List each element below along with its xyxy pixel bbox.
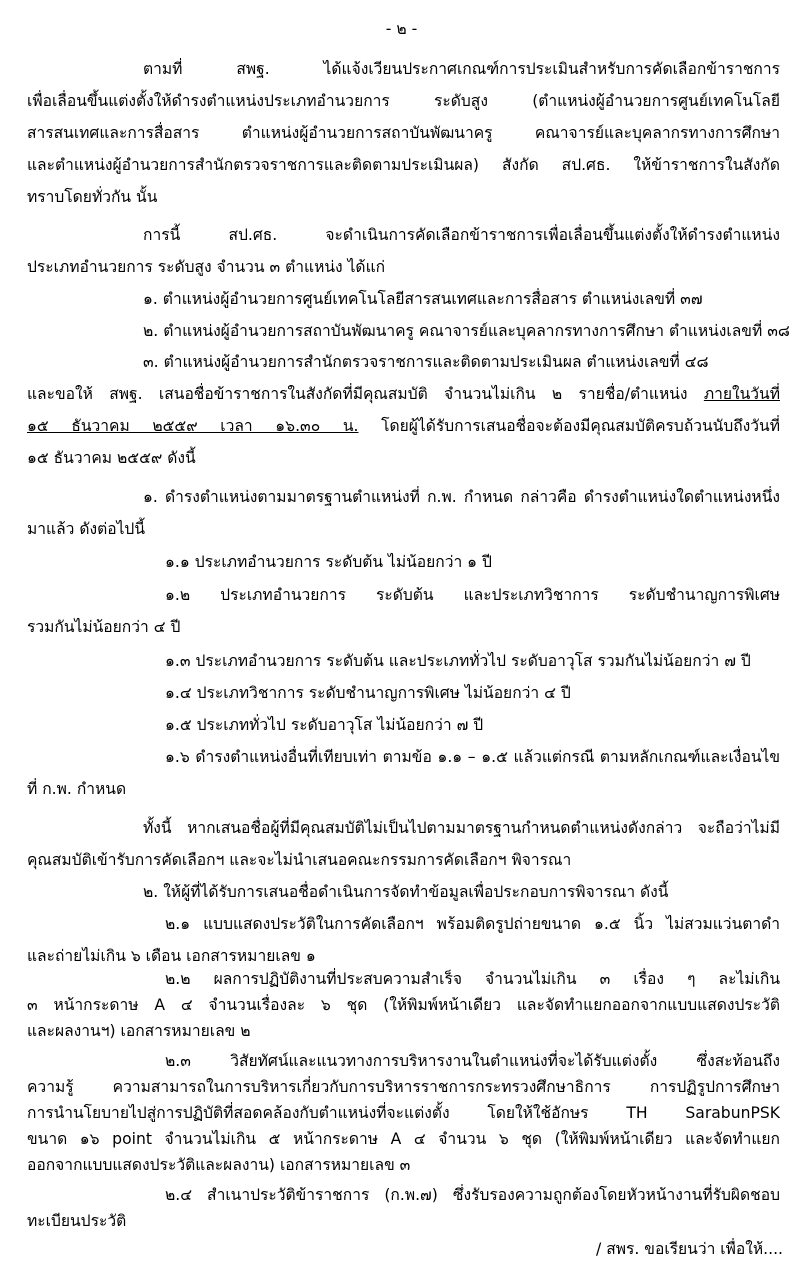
position-item-3: ๓. ตำแหน่งผู้อำนวยการสำนักตรวจราชการและติดตามประเมินผล ตำแหน่งเลขที่ ๔๘ (143, 353, 709, 371)
item-2: ๒. ให้ผู้ที่ได้รับการเสนอชื่อดำเนินการจัดทำข้อมูลเพื่อประกอบการพิจารณา ดังนี้ (143, 883, 669, 901)
para3-line-1 (27, 383, 780, 409)
sub-item-1-5: ๑.๕ ประเภททั่วไป ระดับอาวุโส ไม่น้อยกว่า ๗ ปี (165, 716, 484, 734)
para3-text-2: โดยผู้ได้รับการเสนอชื่อจะต้องมีคุณสมบัติครบถ้วนนับถึงวันที่ (358, 417, 780, 435)
sub-item-2-3-line-1: ๒.๓ วิสัยทัศน์และแนวทางการบริหารงานในตำแหน่งที่จะได้รับแต่งตั้ง ซึ่งสะท้อนถึง (165, 1052, 780, 1070)
sub-item-2-2-line-2: ๓ หน้ากระดาษ A ๔ จำนวนเรื่องละ ๖ ชุด (ให้พิมพ์หน้าเดียว และจัดทำแยกออกจากแบบแสดงประวัติ (27, 996, 780, 1014)
sub-item-2-3-line-5: ออกจากแบบแสดงประวัติและผลงาน) เอกสารหมายเลข ๓ (27, 1156, 411, 1174)
para3-text: และขอให้ สพฐ. เสนอชื่อข้าราชการในสังกัดที่มีคุณสมบัติ จำนวนไม่เกิน ๒ รายชื่อ/ตำแหน่ง (27, 385, 704, 403)
continuation-note: / สพร. ขอเรียนว่า เพื่อให้.... (596, 1240, 783, 1258)
para3-line-3: ๑๕ ธันวาคม ๒๕๕๙ ดังนี้ (27, 449, 196, 467)
deadline-underlined-2: ๑๕ ธันวาคม ๒๕๕๙ เวลา ๑๖.๓๐ น. (27, 417, 359, 435)
para1-line-2: เพื่อเลื่อนขึ้นแต่งตั้งให้ดำรงตำแหน่งประเภทอำนวยการ ระดับสูง (ตำแหน่งผู้อำนวยการศูนย์เทคโนโลยี (27, 92, 780, 110)
position-item-2: ๒. ตำแหน่งผู้อำนวยการสถาบันพัฒนาครู คณาจารย์และบุคลากรทางการศึกษา ตำแหน่งเลขที่ ๓๘ (143, 322, 790, 340)
sub-item-2-2-line-1: ๒.๒ ผลการปฏิบัติงานที่ประสบความสำเร็จ จำนวนไม่เกิน ๓ เรื่อง ๆ ละไม่เกิน (165, 970, 780, 988)
para2-line-1: การนี้ สป.ศธ. จะดำเนินการคัดเลือกข้าราชการเพื่อเลื่อนขึ้นแต่งตั้งให้ดำรงตำแหน่ง (143, 226, 780, 244)
para1-line-4: และตำแหน่งผู้อำนวยการสำนักตรวจราชการและติดตามประเมินผล) สังกัด สป.ศธ. ให้ข้าราชการในสังกัด (27, 156, 780, 174)
sub-item-2-1-line-2: และถ่ายไม่เกิน ๖ เดือน เอกสารหมายเลข ๑ (27, 947, 316, 965)
para1-line-3: สารสนเทศและการสื่อสาร ตำแหน่งผู้อำนวยการสถาบันพัฒนาครู คณาจารย์และบุคลากรทางการศึกษา (27, 124, 780, 142)
sub-item-1-6-line-1: ๑.๖ ดำรงตำแหน่งอื่นที่เทียบเท่า ตามข้อ ๑.๑ – ๑.๕ แล้วแต่กรณี ตามหลักเกณฑ์และเงื่อนไข (165, 748, 780, 766)
sub-item-2-2-line-3: และผลงานฯ) เอกสารหมายเลข ๒ (27, 1022, 251, 1040)
para1-line-5: ทราบโดยทั่วกัน นั้น (27, 188, 158, 206)
para2-line-2: ประเภทอำนวยการ ระดับสูง จำนวน ๓ ตำแหน่ง ได้แก่ (27, 258, 386, 276)
sub-item-1-3: ๑.๓ ประเภทอำนวยการ ระดับต้น และประเภททั่วไป ระดับอาวุโส รวมกันไม่น้อยกว่า ๗ ปี (165, 652, 751, 670)
sub-item-2-3-line-2: ความรู้ ความสามารถในการบริหารเกี่ยวกับการบริหารราชการกระทรวงศึกษาธิการ การปฏิรูปการศึกษา (27, 1078, 780, 1096)
sub-item-1-6-line-2: ที่ ก.พ. กำหนด (27, 780, 127, 798)
deadline-underlined-1: ภายในวันที่ (703, 385, 780, 403)
sub-item-1-4: ๑.๔ ประเภทวิชาการ ระดับชำนาญการพิเศษ ไม่น้อยกว่า ๔ ปี (165, 684, 571, 702)
page-number: - ๒ - (385, 20, 418, 38)
para1-line-1: ตามที่ สพฐ. ได้แจ้งเวียนประกาศเกณฑ์การประเมินสำหรับการคัดเลือกข้าราชการ (143, 60, 780, 78)
note-line-1: ทั้งนี้ หากเสนอชื่อผู้ที่มีคุณสมบัติไม่เป็นไปตามมาตรฐานกำหนดตำแหน่งดังกล่าว จะถือว่าไม่มี (143, 819, 780, 837)
sub-item-2-4-line-1: ๒.๔ สำเนาประวัติข้าราชการ (ก.พ.๗) ซึ่งรับรองความถูกต้องโดยหัวหน้างานที่รับผิดชอบ (165, 1186, 780, 1204)
sub-item-2-4-line-2: ทะเบียนประวัติ (27, 1212, 127, 1230)
position-item-1: ๑. ตำแหน่งผู้อำนวยการศูนย์เทคโนโลยีสารสนเทศและการสื่อสาร ตำแหน่งเลขที่ ๓๗ (143, 290, 703, 308)
sub-item-2-1-line-1: ๒.๑ แบบแสดงประวัติในการคัดเลือกฯ พร้อมติดรูปถ่ายขนาด ๑.๕ นิ้ว ไม่สวมแว่นตาดำ (165, 915, 780, 933)
sub-item-1-2-line-2: รวมกันไม่น้อยกว่า ๔ ปี (27, 618, 181, 636)
qualification-1-line-2: มาแล้ว ดังต่อไปนี้ (27, 520, 145, 538)
sub-item-1-1: ๑.๑ ประเภทอำนวยการ ระดับต้น ไม่น้อยกว่า ๑ ปี (165, 553, 492, 571)
sub-item-2-3-line-3: การนำนโยบายไปสู่การปฏิบัติที่สอดคล้องกับตำแหน่งที่จะแต่งตั้ง โดยให้ใช้อักษร TH SarabunPSK (27, 1104, 780, 1122)
note-line-2: คุณสมบัติเข้ารับการคัดเลือกฯ และจะไม่นำเสนอคณะกรรมการคัดเลือกฯ พิจารณา (27, 851, 572, 869)
sub-item-2-3-line-4: ขนาด ๑๖ point จำนวนไม่เกิน ๕ หน้ากระดาษ A ๔ จำนวน ๖ ชุด (ให้พิมพ์หน้าเดียว และจัดทำแยก (27, 1130, 780, 1148)
para3-line-2 (27, 415, 780, 441)
sub-item-1-2-line-1: ๑.๒ ประเภทอำนวยการ ระดับต้น และประเภทวิชาการ ระดับชำนาญการพิเศษ (165, 586, 780, 604)
qualification-1-line-1: ๑. ดำรงตำแหน่งตามมาตรฐานตำแหน่งที่ ก.พ. กำหนด กล่าวคือ ดำรงตำแหน่งใดตำแหน่งหนึ่ง (143, 488, 780, 506)
